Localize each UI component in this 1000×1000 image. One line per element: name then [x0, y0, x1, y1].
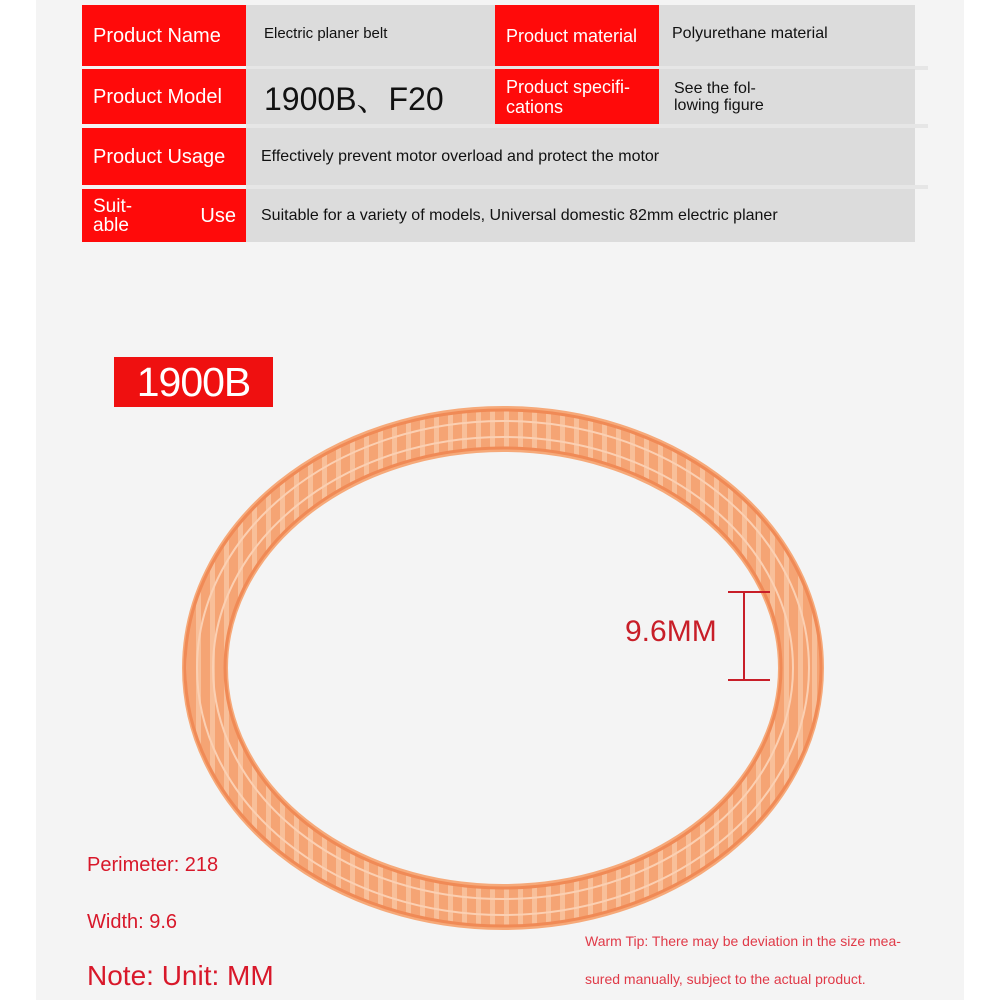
- suitable-line1: Suit-: [93, 195, 133, 217]
- spec-value-line2: lowing figure: [674, 96, 764, 114]
- model-badge: 1900B: [114, 357, 273, 407]
- dimension-label: 9.6MM: [625, 615, 717, 648]
- product-model-value: 1900B、F20: [246, 69, 495, 124]
- warm-tip-line1: Warm Tip: There may be deviation in the size mea-: [585, 933, 901, 949]
- product-usage-label: Product Usage: [82, 128, 246, 185]
- perimeter-text: Perimeter: 218: [87, 854, 219, 876]
- product-material-value: Polyurethane material: [659, 5, 915, 66]
- width-text: Width: 9.6: [87, 911, 178, 933]
- product-usage-value: Effectively prevent motor overload and protect the motor: [246, 128, 915, 185]
- product-name-label: Product Name: [82, 5, 246, 66]
- spec-label-line2: cations: [506, 96, 564, 117]
- product-material-label: Product material: [495, 5, 659, 66]
- dimension-marker: [728, 592, 770, 680]
- suitable-line2: able: [93, 214, 129, 236]
- spec-value-line1: See the fol-: [674, 79, 756, 97]
- product-name-value: Electric planer belt: [246, 5, 495, 66]
- product-model-label: Product Model: [82, 69, 246, 124]
- spec-label-line1: Product specifi-: [506, 76, 631, 97]
- unit-note: Note: Unit: MM: [87, 960, 274, 991]
- warm-tip-line2: sured manually, subject to the actual product.: [585, 971, 866, 987]
- suitable-use-label-right: Use: [200, 204, 236, 227]
- belt-ring: [185, 410, 821, 926]
- suitable-use-value: Suitable for a variety of models, Universal domestic 82mm electric planer: [246, 189, 915, 242]
